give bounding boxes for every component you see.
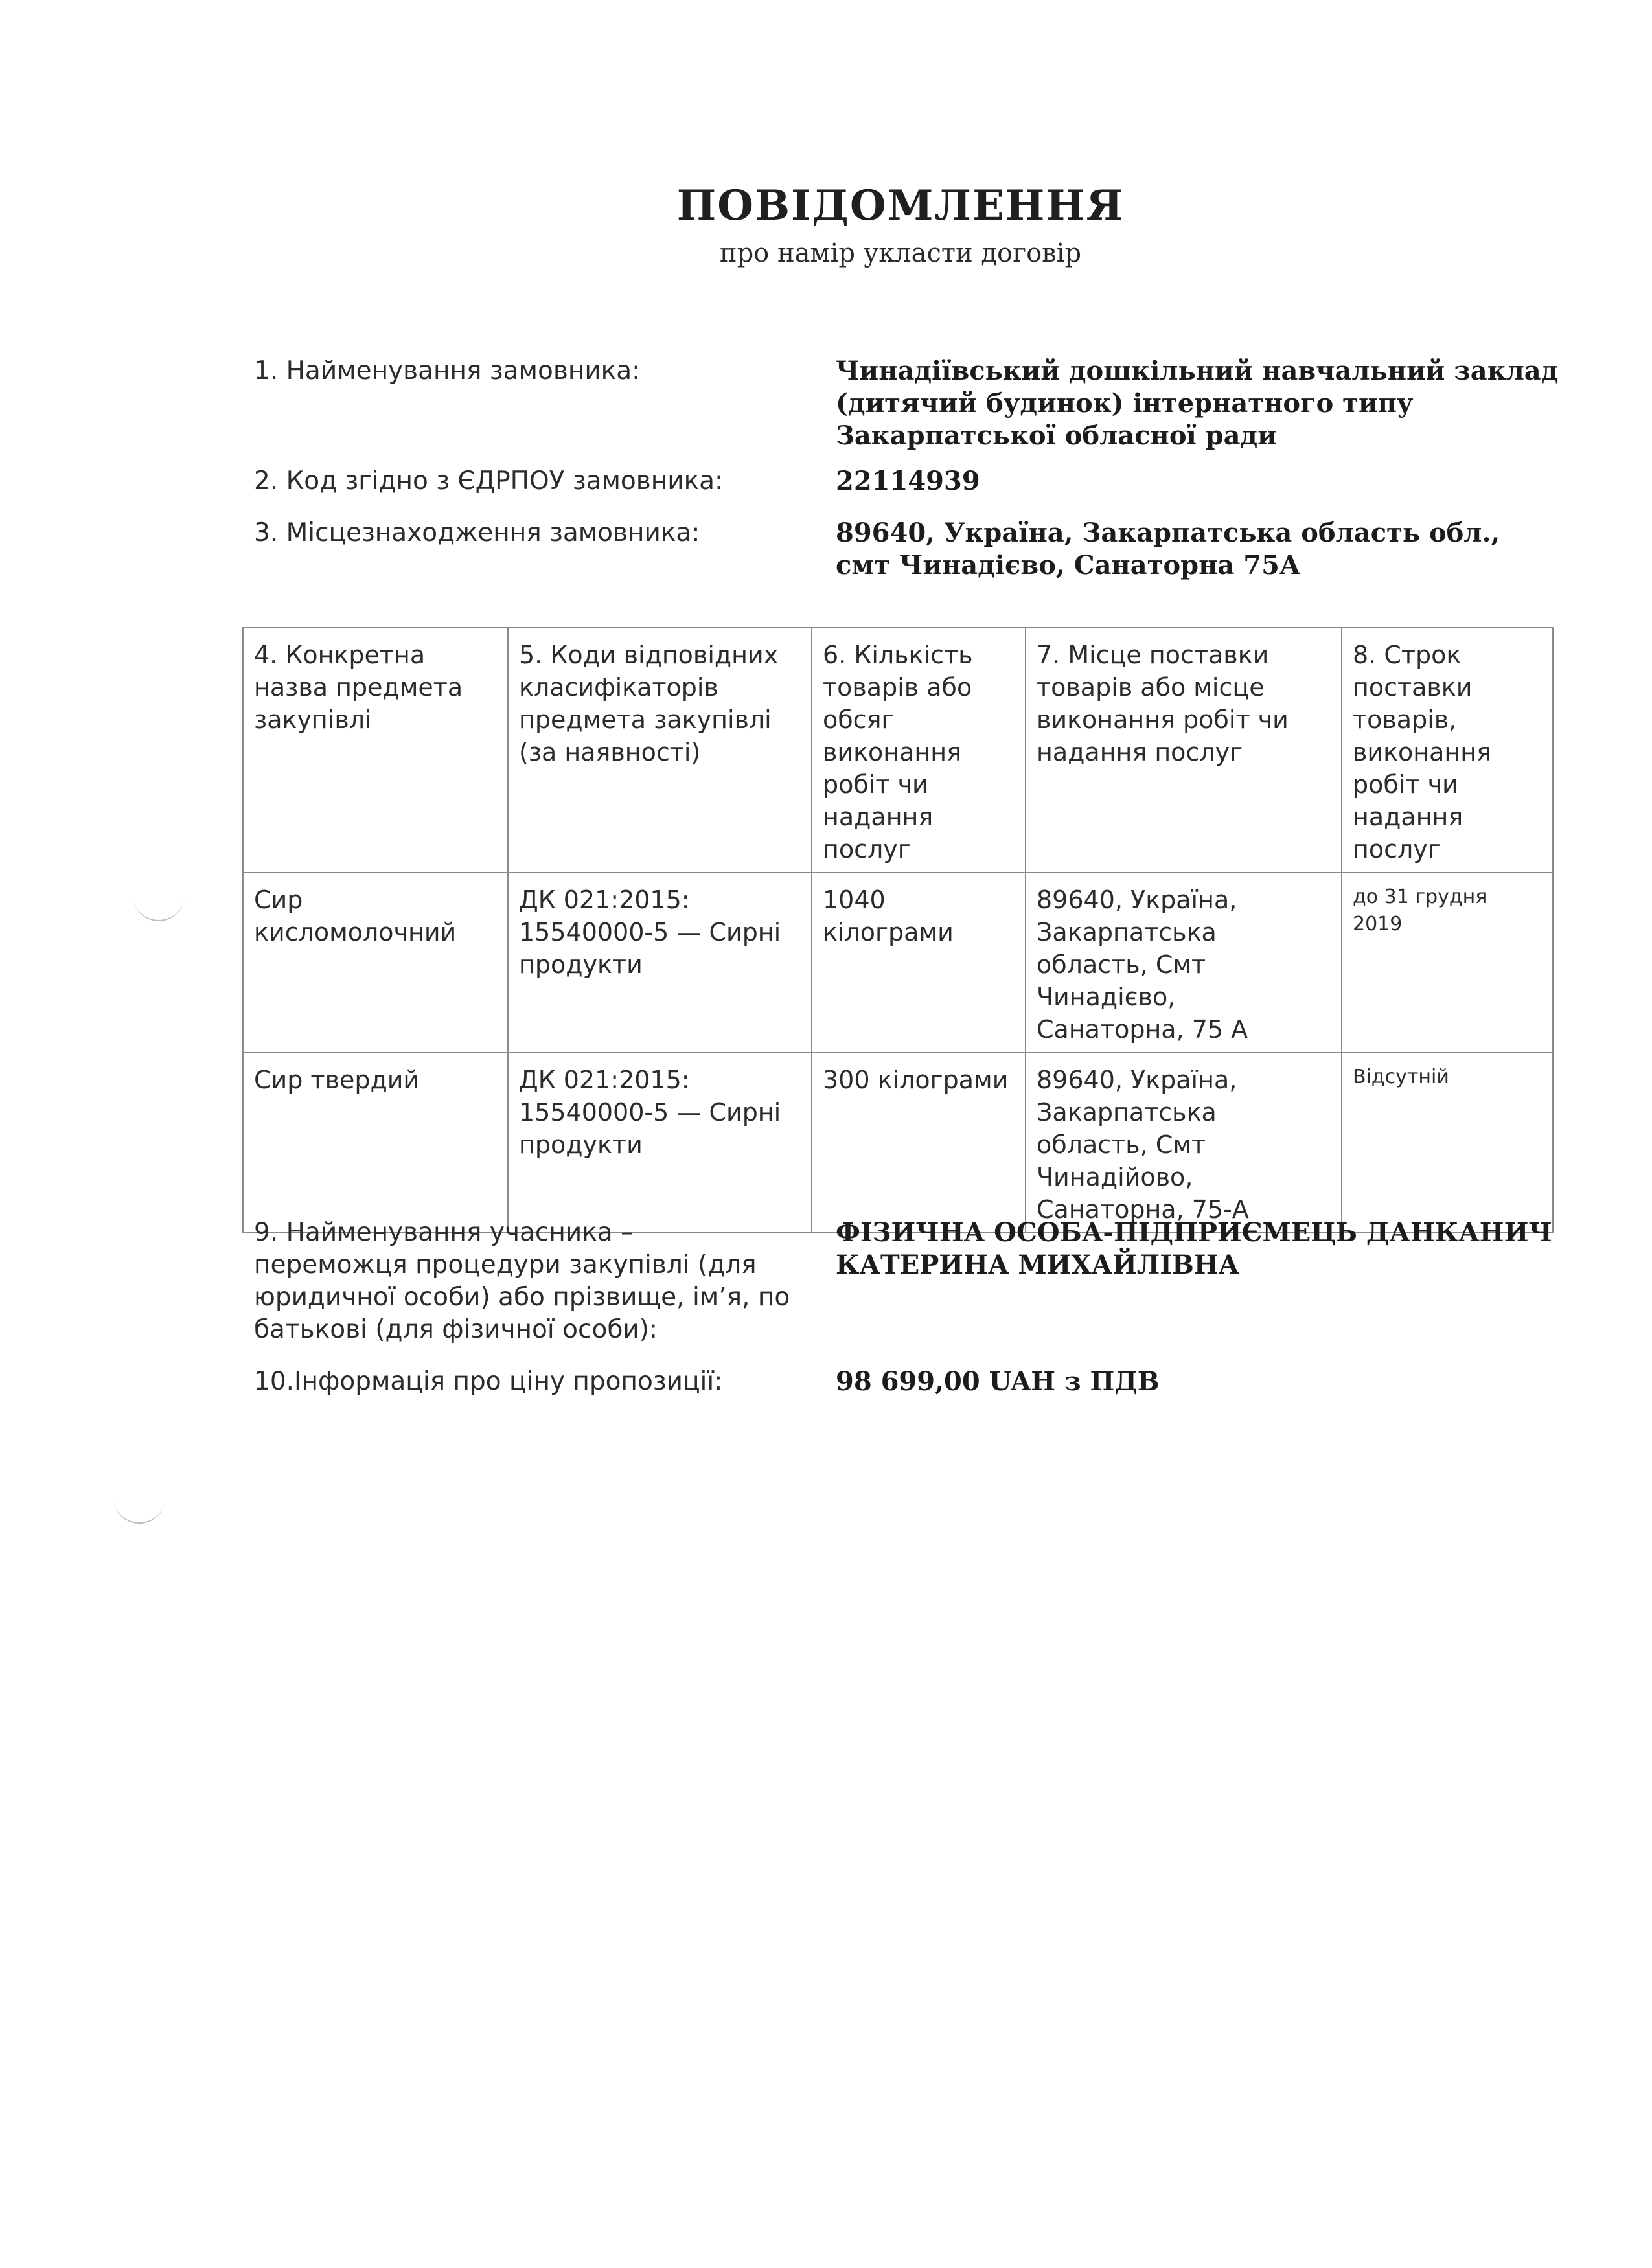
cell-delivery-term: до 31 грудня 2019 (1342, 873, 1553, 1053)
header-cell-delivery-term: 8. Строк поставки товарів, виконання робіт чи надання послуг (1342, 628, 1553, 873)
cell-delivery-place: 89640, Україна, Закарпатська область, Смт Чинадієво, Санаторна, 75 А (1026, 873, 1342, 1053)
customer-name-value: Чинадіївський дошкільний навчальний заклад (дитячий будинок) інтернатного типу Закарпатської обласної ради (836, 356, 1559, 451)
customer-address-label: 3. Місцезнаходження замовника: (254, 518, 700, 547)
customer-code-value: 22114939 (836, 466, 980, 496)
cell-delivery-place: 89640, Україна, Закарпатська область, Смт Чинадійово, Санаторна, 75-А (1026, 1053, 1342, 1233)
header-cell-item-name: 4. Конкретна назва предмета закупівлі (243, 628, 508, 873)
table-header-row (243, 628, 1553, 873)
cell-delivery-term: Відсутній (1342, 1053, 1553, 1233)
table-row (243, 873, 1553, 1053)
customer-address-value: 89640, Україна, Закарпатська область обл., смт Чинадієво, Санаторна 75А (836, 518, 1500, 580)
punch-hole-mark (113, 1490, 165, 1524)
cell-classifier-codes: ДК 021:2015: 15540000-5 — Сирні продукти (508, 1053, 812, 1233)
price-value: 98 699,00 UAH з ПДВ (836, 1366, 1160, 1397)
document-title: ПОВІДОМЛЕННЯ (676, 181, 1125, 230)
punch-hole-mark (133, 888, 185, 921)
winner-label: 9. Найменування учасника – переможця процедури закупівлі (для юридичної особи) або прізвище, ім’я, по батькові (для фізичної особи): (254, 1218, 790, 1344)
cell-quantity: 1040 кілограми (812, 873, 1026, 1053)
customer-code-label: 2. Код згідно з ЄДРПОУ замовника: (254, 466, 724, 496)
winner-value: ФІЗИЧНА ОСОБА-ПІДПРИЄМЕЦЬ ДАНКАНИЧ КАТЕРИНА МИХАЙЛІВНА (836, 1217, 1552, 1280)
table-row (243, 1053, 1553, 1233)
header-cell-delivery-place: 7. Місце поставки товарів або місце виконання робіт чи надання послуг (1026, 628, 1342, 873)
header-cell-classifier-codes: 5. Коди відповідних класифікаторів предмета закупівлі (за наявності) (508, 628, 812, 873)
procurement-items-table (242, 627, 1554, 1233)
cell-item-name: Сир твердий (243, 1053, 508, 1233)
customer-name-label: 1. Найменування замовника: (254, 356, 641, 385)
cell-classifier-codes: ДК 021:2015: 15540000-5 — Сирні продукти (508, 873, 812, 1053)
document-subtitle: про намір укласти договір (719, 238, 1082, 268)
cell-item-name: Сир кисломолочний (243, 873, 508, 1053)
price-label: 10.Інформація про ціну пропозиції: (254, 1367, 723, 1396)
header-cell-quantity: 6. Кількість товарів або обсяг виконання робіт чи надання послуг (812, 628, 1026, 873)
cell-quantity: 300 кілограми (812, 1053, 1026, 1233)
